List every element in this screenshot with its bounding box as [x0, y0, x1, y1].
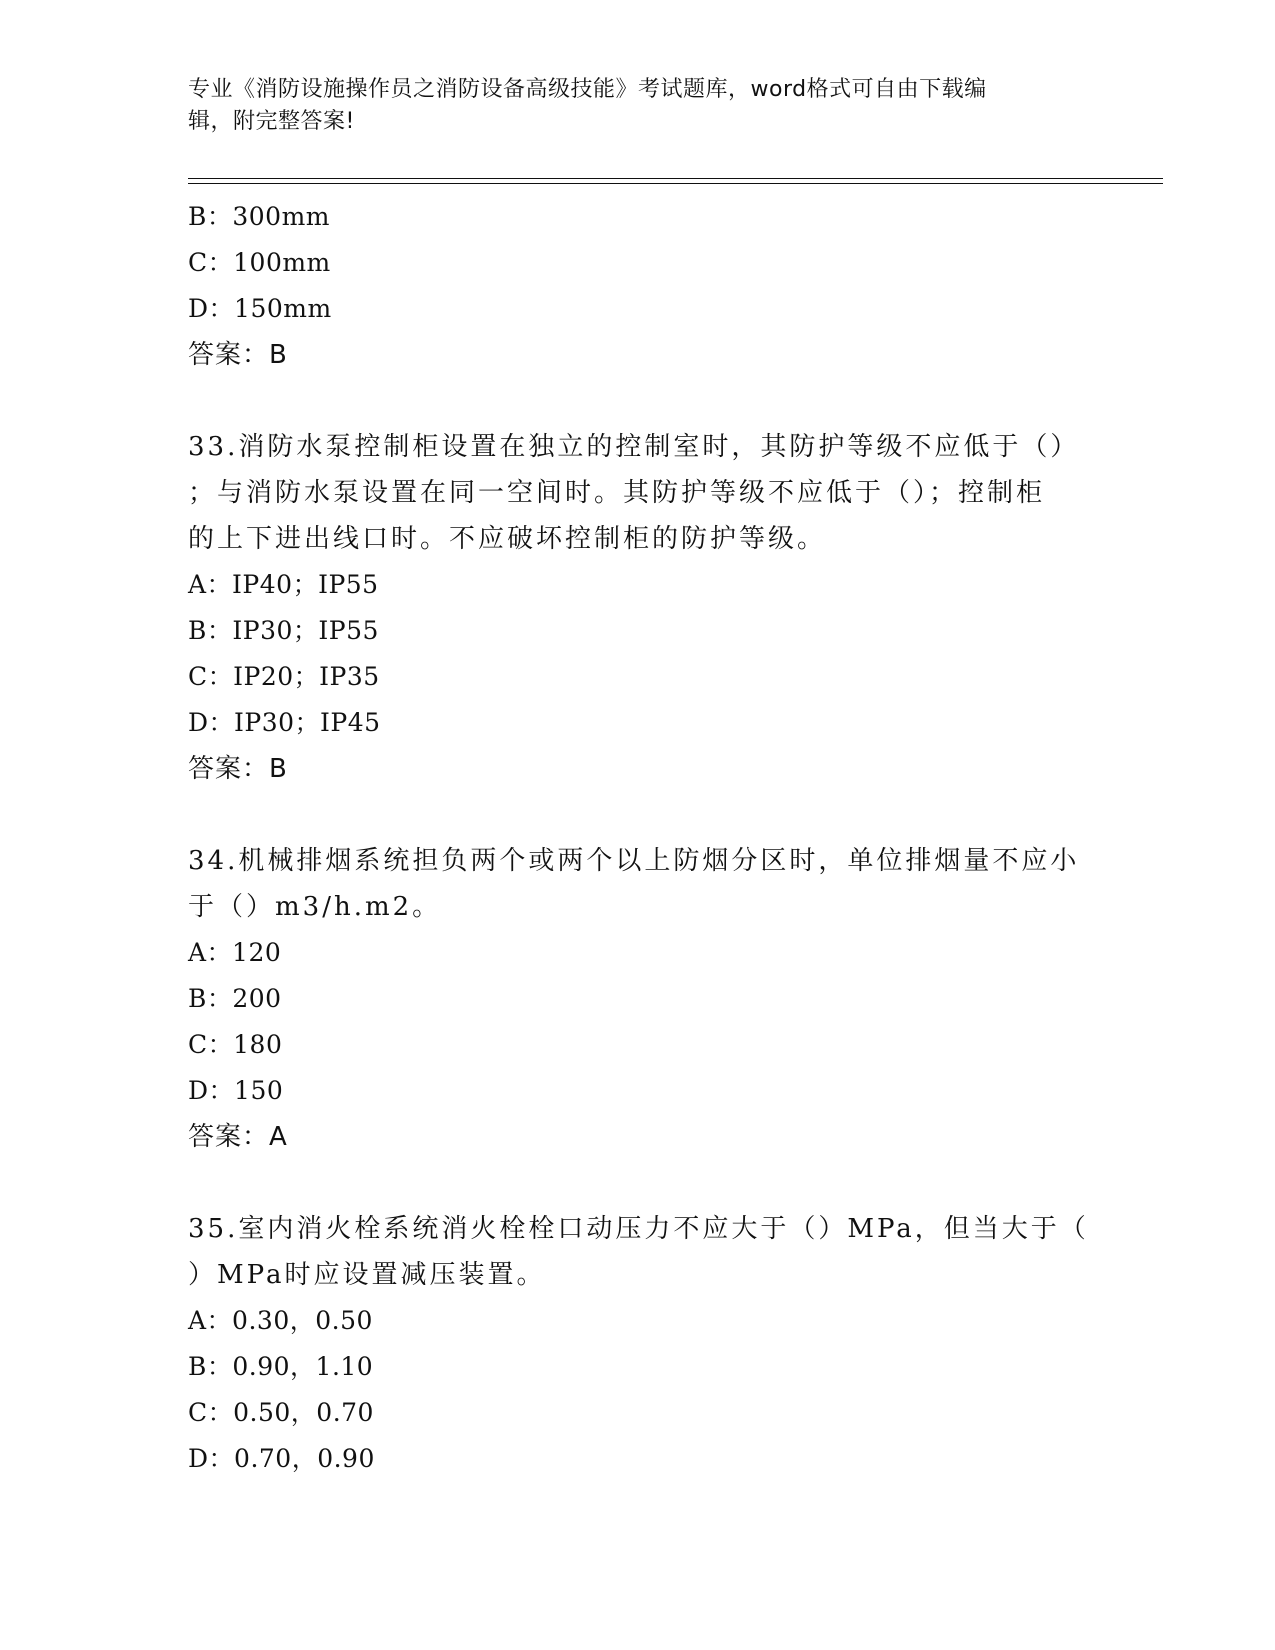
question-35-text: 35.室内消火栓系统消火栓栓口动压力不应大于（）MPa，但当大于（ [188, 1214, 1089, 1244]
question-34-text: 34.机械排烟系统担负两个或两个以上防烟分区时，单位排烟量不应小 [188, 846, 1080, 876]
option-b: B：IP30；IP55 [188, 616, 379, 645]
option-b: B：200 [188, 984, 282, 1013]
page-header [188, 74, 1088, 138]
option-a: A：0.30，0.50 [188, 1306, 373, 1335]
answer-line: 答案：B [188, 754, 288, 784]
spacer [188, 1160, 1088, 1206]
option-c: C：IP20；IP35 [188, 662, 380, 691]
option-a: A：IP40；IP55 [188, 570, 379, 599]
answer-line: 答案：A [188, 1122, 288, 1152]
header-line-2: 辑，附完整答案! [188, 109, 355, 134]
question-33-text: 33.消防水泵控制柜设置在独立的控制室时，其防护等级不应低于（） [188, 432, 1080, 462]
option-b: B：300mm [188, 202, 331, 231]
question-34-text: 于（）m3/h.m2。 [188, 892, 442, 922]
question-35-text: ）MPa时应设置减压装置。 [188, 1260, 546, 1290]
header-line-1: 专业《消防设施操作员之消防设备高级技能》考试题库，word格式可自由下载编 [188, 77, 987, 102]
option-b: B：0.90，1.10 [188, 1352, 374, 1381]
option-d: D：150 [188, 1076, 284, 1105]
spacer [188, 792, 1088, 838]
option-c: C：180 [188, 1030, 283, 1059]
option-d: D：IP30；IP45 [188, 708, 381, 737]
option-c: C：0.50，0.70 [188, 1398, 374, 1427]
question-content [188, 194, 1088, 1482]
question-33-text: ；与消防水泵设置在同一空间时。其防护等级不应低于（）；控制柜 [188, 478, 1046, 508]
header-divider-bottom [188, 183, 1163, 184]
spacer [188, 378, 1088, 424]
header-divider-top [188, 178, 1163, 179]
question-33-text: 的上下进出线口时。不应破坏控制柜的防护等级。 [188, 524, 827, 554]
option-d: D：0.70，0.90 [188, 1444, 375, 1473]
option-a: A：120 [188, 938, 282, 967]
option-d: D：150mm [188, 294, 332, 323]
option-c: C：100mm [188, 248, 331, 277]
answer-line: 答案：B [188, 340, 288, 370]
